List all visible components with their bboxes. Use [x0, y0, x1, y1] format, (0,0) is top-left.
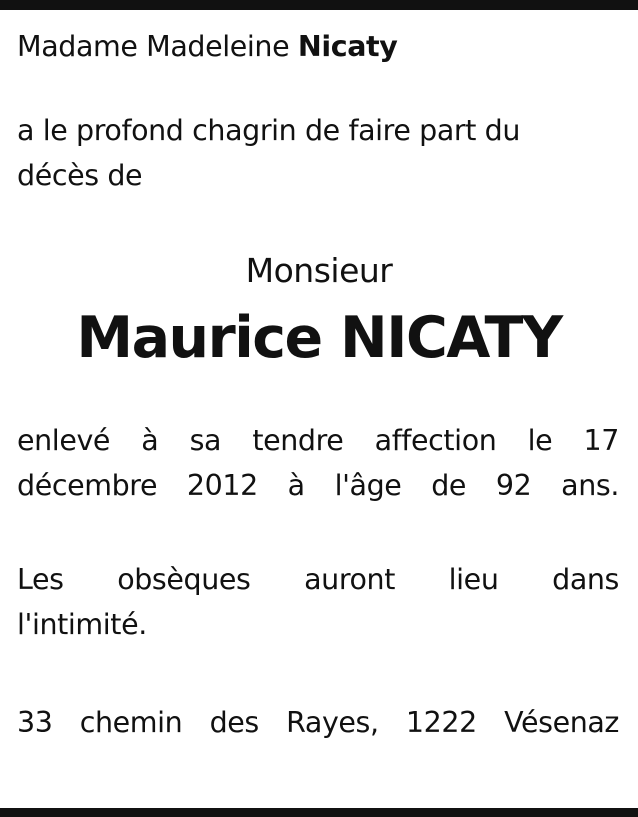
intro-paragraph: [17, 108, 619, 198]
deceased-title: Monsieur: [245, 251, 393, 290]
bottom-border-rule: [0, 808, 638, 817]
death-notice-line-1: enlevé à sa tendre affection le 17: [17, 424, 619, 457]
funeral-line-2: l'intimité.: [17, 608, 147, 641]
top-border-rule: [0, 0, 638, 10]
funeral-line-1: Les obsèques auront lieu dans: [17, 563, 619, 596]
announcer-line: [17, 24, 619, 69]
announcer-surname: Nicaty: [297, 30, 398, 63]
intro-line-2: décès de: [17, 159, 143, 192]
death-notice-line-2: décembre 2012 à l'âge de 92 ans.: [17, 469, 619, 502]
address-line: 33 chemin des Rayes, 1222 Vésenaz: [17, 706, 619, 739]
intro-line-1: a le profond chagrin de faire part du: [17, 114, 521, 147]
death-notice-paragraph: [17, 418, 619, 508]
deceased-name: Maurice NICATY: [76, 305, 562, 371]
announcer-prefix: Madame Madeleine: [17, 30, 298, 63]
funeral-paragraph: [17, 557, 619, 647]
